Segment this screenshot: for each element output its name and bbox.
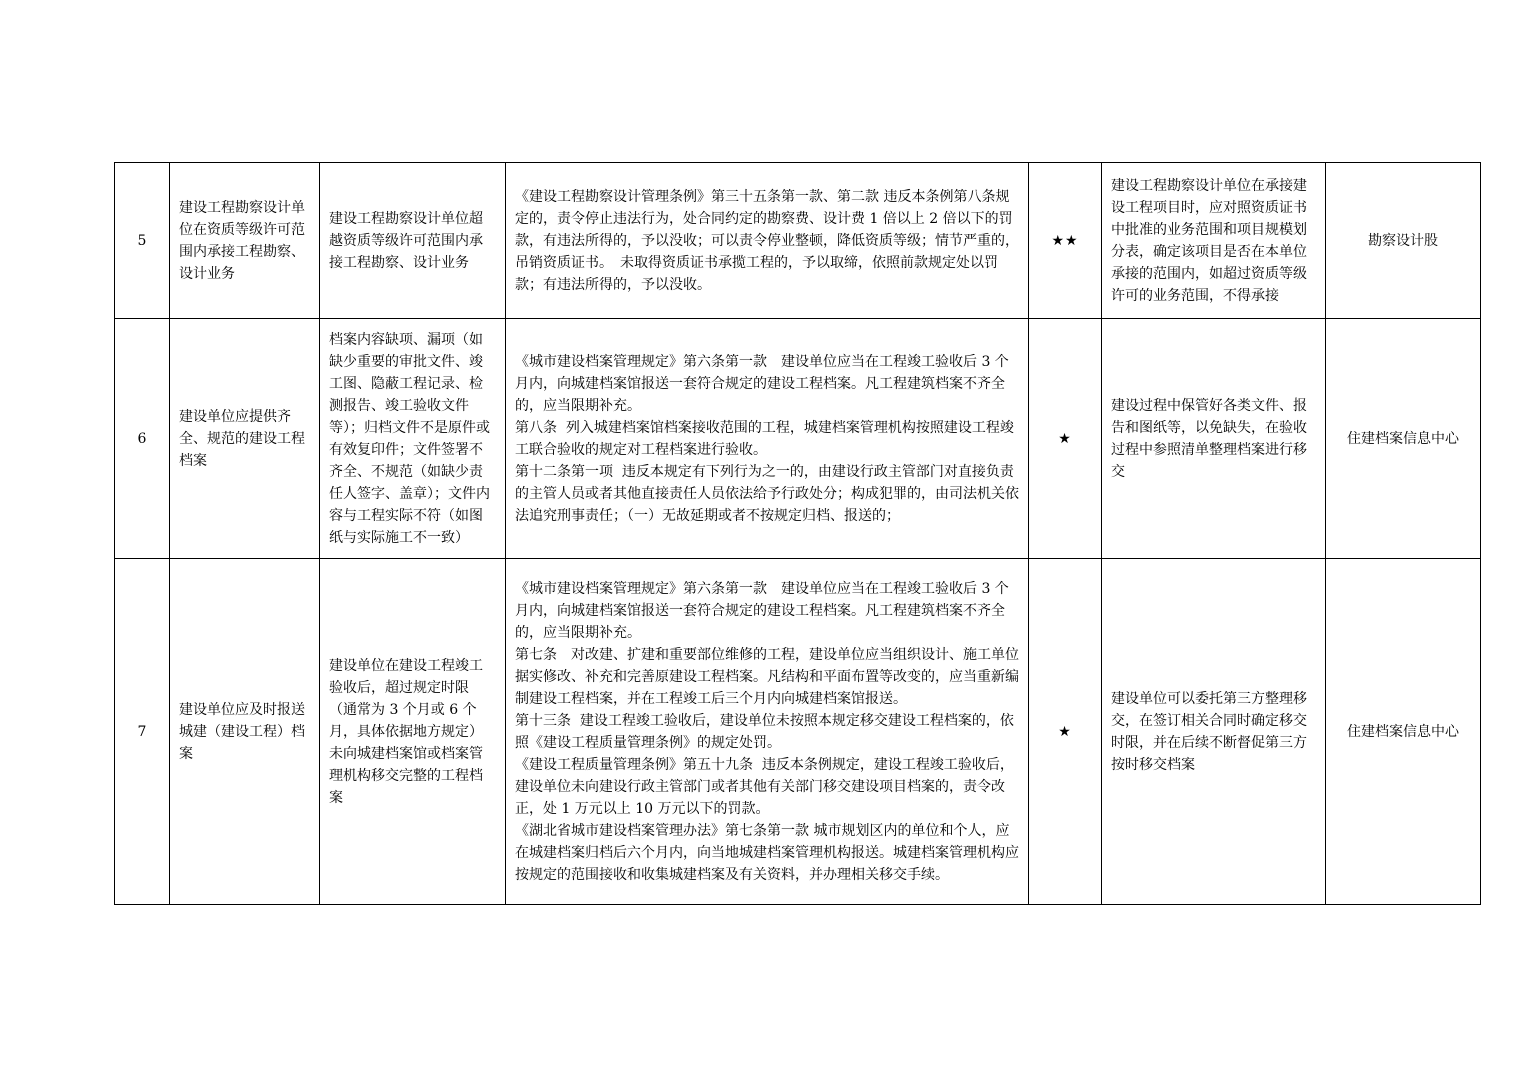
legal-basis-paragraph: 《建设工程勘察设计管理条例》第三十五条第一款、第二款 违反本条例第八条规定的，责令停止违法行为，处合同约定的勘察费、设计费 1 倍以上 2 倍以下的罚款，有违法所得的，予以没收；可以责令停业整顿，降低资质等级；情节严重的，吊销资质证书。 未取得资质证书承揽工程的，予以取缔，依照前款规定处以罚款；有违法所得的，予以没收。 [515, 188, 1019, 293]
legal-basis-paragraph: 《城市建设档案管理规定》第六条第一款 建设单位应当在工程竣工验收后 3 个月内，向城建档案馆报送一套符合规定的建设工程档案。凡工程建筑档案不齐全的，应当限期补充。 [515, 353, 1009, 414]
table-row [115, 559, 1481, 905]
legal-basis-paragraph: 《城市建设档案管理规定》第六条第一款 建设单位应当在工程竣工验收后 3 个月内，向城建档案馆报送一套符合规定的建设工程档案。凡工程建筑档案不齐全的，应当限期补充。 [515, 580, 1009, 641]
item-cell: 建设单位应提供齐全、规范的建设工程档案 [170, 319, 320, 559]
row-number: 7 [115, 559, 170, 905]
risk-level-stars: ★★ [1029, 163, 1102, 319]
department-cell: 住建档案信息中心 [1326, 559, 1481, 905]
regulation-table [114, 162, 1481, 905]
legal-basis-paragraph: 第十三条 建设工程竣工验收后，建设单位未按照本规定移交建设工程档案的，依照《建设工程质量管理条例》的规定处罚。 [515, 712, 1014, 751]
department-cell: 勘察设计股 [1326, 163, 1481, 319]
risk-level-stars: ★ [1029, 319, 1102, 559]
legal-basis-paragraph: 第八条 列入城建档案馆档案接收范围的工程，城建档案管理机构按照建设工程竣工联合验收的规定对工程档案进行验收。 [515, 419, 1014, 458]
risk-level-stars: ★ [1029, 559, 1102, 905]
department-cell: 住建档案信息中心 [1326, 319, 1481, 559]
legal-basis-paragraph: 《建设工程质量管理条例》第五十九条 违反本条例规定，建设工程竣工验收后，建设单位未向建设行政主管部门或者其他有关部门移交建设项目档案的，责令改正，处 1 万元以上 10 万元以下的罚款。 [515, 756, 1014, 817]
legal-basis-paragraph: 《湖北省城市建设档案管理办法》第七条第一款 城市规划区内的单位和个人，应在城建档案归档后六个月内，向当地城建档案管理机构报送。城建档案管理机构应按规定的范围接收和收集城建档案及有关资料，并办理相关移交手续。 [515, 822, 1019, 883]
violation-cell: 档案内容缺项、漏项（如缺少重要的审批文件、竣工图、隐蔽工程记录、检测报告、竣工验收文件等）；归档文件不是原件或有效复印件；文件签署不齐全、不规范（如缺少责任人签字、盖章）；文件内容与工程实际不符（如图纸与实际施工不一致） [320, 319, 506, 559]
item-cell: 建设工程勘察设计单位在资质等级许可范围内承接工程勘察、设计业务 [170, 163, 320, 319]
measures-cell: 建设工程勘察设计单位在承接建设工程项目时，应对照资质证书中批准的业务范围和项目规模划分表，确定该项目是否在本单位承接的范围内，如超过资质等级许可的业务范围，不得承接 [1102, 163, 1326, 319]
legal-basis-paragraph: 第七条 对改建、扩建和重要部位维修的工程，建设单位应当组织设计、施工单位据实修改、补充和完善原建设工程档案。凡结构和平面布置等改变的，应当重新编制建设工程档案，并在工程竣工后三个月内向城建档案馆报送。 [515, 646, 1019, 707]
violation-cell: 建设单位在建设工程竣工验收后，超过规定时限（通常为 3 个月或 6 个月，具体依据地方规定）未向城建档案馆或档案管理机构移交完整的工程档案 [320, 559, 506, 905]
legal-basis-cell [506, 559, 1029, 905]
legal-basis-cell [506, 163, 1029, 319]
row-number: 6 [115, 319, 170, 559]
violation-cell: 建设工程勘察设计单位超越资质等级许可范围内承接工程勘察、设计业务 [320, 163, 506, 319]
measures-cell: 建设过程中保管好各类文件、报告和图纸等，以免缺失，在验收过程中参照清单整理档案进行移交 [1102, 319, 1326, 559]
legal-basis-cell [506, 319, 1029, 559]
legal-basis-paragraph: 第十二条第一项 违反本规定有下列行为之一的，由建设行政主管部门对直接负责的主管人员或者其他直接责任人员依法给予行政处分；构成犯罪的，由司法机关依法追究刑事责任；（一）无故延期或者不按规定归档、报送的； [515, 463, 1019, 524]
measures-cell: 建设单位可以委托第三方整理移交，在签订相关合同时确定移交时限，并在后续不断督促第三方按时移交档案 [1102, 559, 1326, 905]
table-row [115, 163, 1481, 319]
item-cell: 建设单位应及时报送城建（建设工程）档案 [170, 559, 320, 905]
row-number: 5 [115, 163, 170, 319]
table-row [115, 319, 1481, 559]
